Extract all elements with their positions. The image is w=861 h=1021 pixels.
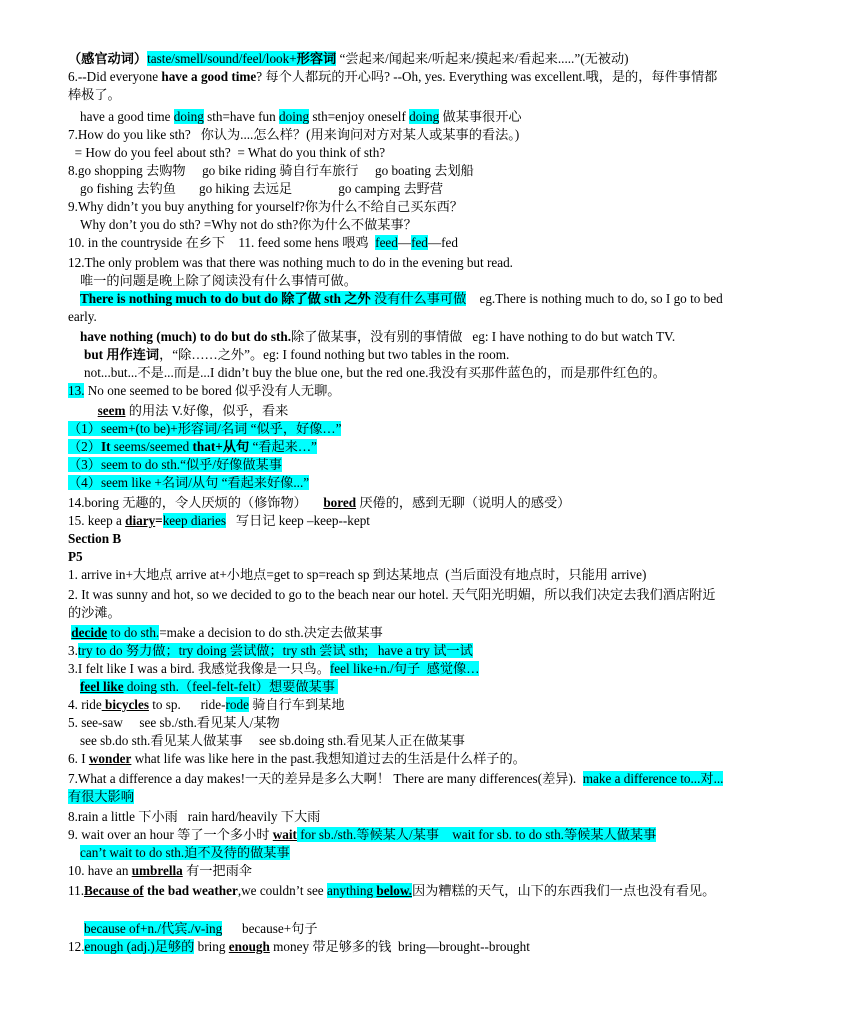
text-line bbox=[68, 126, 519, 144]
text-line bbox=[68, 566, 646, 584]
highlighted-text: decide bbox=[71, 625, 108, 640]
text-segment: not...but...不是...而是...I didn’t buy the blue one, but the red one.我没有买那件蓝色的，而是那件红色的。 bbox=[84, 365, 666, 380]
text-segment: 有一把雨伞 bbox=[182, 863, 252, 878]
text-segment: （感官动词） bbox=[68, 51, 148, 66]
text-segment: 除了做某事，没有别的事情做 eg: I have nothing to do but watch TV. bbox=[291, 329, 676, 344]
highlighted-text: （2） bbox=[68, 439, 101, 454]
text-segment: enough bbox=[228, 939, 270, 954]
text-segment: 9. wait over an hour 等了一个多小时 bbox=[68, 827, 273, 842]
text-line bbox=[68, 402, 288, 420]
text-segment: 骑自行车到某地 bbox=[248, 697, 345, 712]
highlighted-text: seems/seemed bbox=[110, 439, 193, 454]
text-line bbox=[68, 50, 629, 68]
highlighted-text: keep diaries bbox=[162, 513, 227, 528]
text-segment: “尝起来/闻起来/听起来/摸起来/看起来.....”(无被动) bbox=[336, 51, 629, 66]
text-segment: but 用作连词 bbox=[84, 347, 160, 362]
text-line bbox=[68, 548, 83, 566]
text-segment: 写日记 keep –keep--kept bbox=[226, 513, 370, 528]
text-line bbox=[68, 382, 341, 400]
highlighted-text: enough (adj.)足够的 bbox=[84, 939, 195, 954]
text-segment: 6.--Did everyone bbox=[68, 69, 162, 84]
text-line bbox=[80, 180, 443, 198]
text-segment: 6. I bbox=[68, 751, 89, 766]
text-segment: 厌倦的，感到无聊（说明人的感受） bbox=[356, 495, 571, 510]
text-line bbox=[68, 938, 530, 956]
highlighted-text: try to do 努力做；try doing 尝试做；try sth 尝试 sth; have a try 试一试 bbox=[77, 643, 473, 658]
text-segment: 的沙滩。 bbox=[68, 605, 121, 620]
text-segment: 因为糟糕的天气，山下的东西我们一点也没有看见。 bbox=[411, 883, 716, 898]
text-segment: = How do you feel about sth? = What do you think of sth? bbox=[68, 145, 386, 160]
text-segment: wonder bbox=[88, 751, 132, 766]
text-segment: = bbox=[155, 513, 163, 528]
text-segment: wait bbox=[272, 827, 297, 842]
text-segment: have a good time bbox=[161, 69, 257, 84]
text-segment: — bbox=[397, 235, 412, 250]
text-line bbox=[68, 512, 370, 530]
text-segment: early. bbox=[68, 309, 97, 324]
text-line bbox=[80, 844, 290, 862]
text-segment bbox=[68, 403, 98, 418]
text-line bbox=[68, 198, 463, 216]
text-segment: 8.rain a little 下小雨 rain hard/heavily 下大雨 bbox=[68, 809, 321, 824]
text-segment: Why don’t you do sth? =Why not do sth?你为什么不做某事？ bbox=[80, 217, 417, 232]
highlighted-text: （3）seem to do sth.“似乎/好像做某事 bbox=[68, 457, 282, 472]
highlighted-text: rode bbox=[225, 697, 249, 712]
text-segment: 12.The only problem was that there was nothing much to do in the evening but read. bbox=[68, 255, 513, 270]
text-line bbox=[80, 216, 417, 234]
text-line bbox=[68, 530, 121, 548]
text-line bbox=[68, 438, 317, 456]
text-segment: diary bbox=[125, 513, 156, 528]
text-line bbox=[68, 770, 723, 788]
text-segment: 8.go shopping 去购物 go bike riding 骑自行车旅行 go boating 去划船 bbox=[68, 163, 474, 178]
text-line bbox=[84, 364, 666, 382]
text-segment: P5 bbox=[68, 549, 83, 564]
highlighted-text: below. bbox=[376, 883, 412, 898]
text-segment: 12. bbox=[68, 939, 85, 954]
text-segment: go fishing 去钓鱼 go hiking 去远足 go camping 去野营 bbox=[80, 181, 444, 196]
text-line bbox=[68, 642, 473, 660]
highlighted-text: make a difference to...对... bbox=[582, 771, 724, 786]
text-segment: money 带足够多的钱 bring—brought--brought bbox=[269, 939, 530, 954]
highlighted-text: that+从句 bbox=[192, 439, 250, 454]
text-segment: —fed bbox=[427, 235, 458, 250]
highlighted-text: to do sth. bbox=[107, 625, 160, 640]
text-line bbox=[68, 660, 479, 678]
text-segment: No one seemed to be bored 似乎没有人无聊。 bbox=[84, 383, 341, 398]
text-line bbox=[84, 346, 509, 364]
text-line bbox=[80, 678, 338, 696]
text-segment: 棒极了。 bbox=[68, 87, 121, 102]
highlighted-text: anything bbox=[326, 883, 377, 898]
text-line bbox=[80, 272, 357, 290]
highlighted-text: fed bbox=[411, 235, 428, 250]
text-segment: ，“除……之外”。eg: I found nothing but two tables in the room. bbox=[159, 347, 510, 362]
text-line bbox=[68, 696, 345, 714]
text-line bbox=[68, 750, 526, 768]
text-segment: 4. ride bbox=[68, 697, 102, 712]
highlighted-text: 形容词 bbox=[296, 51, 337, 66]
text-segment: sth=have fun bbox=[203, 109, 279, 124]
text-segment: 9.Why didn’t you buy anything for yourself?你为什么不给自己买东西？ bbox=[68, 199, 463, 214]
highlighted-text: doing bbox=[409, 109, 440, 124]
text-line bbox=[68, 162, 474, 180]
text-segment: have nothing (much) to do but do sth. bbox=[80, 329, 292, 344]
text-line bbox=[68, 808, 320, 826]
text-line bbox=[68, 826, 656, 844]
text-line bbox=[80, 328, 675, 346]
text-segment: 14.boring 无趣的，令人厌烦的（修饰物） bbox=[68, 495, 324, 510]
text-segment: sth=enjoy oneself bbox=[309, 109, 410, 124]
text-segment: bring bbox=[194, 939, 229, 954]
text-line bbox=[68, 862, 252, 880]
highlighted-text: because of+n./代宾./v-ing bbox=[84, 921, 223, 936]
highlighted-text: 没有什么事可做 bbox=[370, 291, 467, 306]
text-segment: 7.What a difference a day makes!一天的差异是多么大啊！ There are many differences(差异). bbox=[68, 771, 583, 786]
text-line bbox=[68, 234, 458, 252]
text-segment: eg.There is nothing much to do, so I go to bed bbox=[466, 291, 723, 306]
highlighted-text: （4）seem like +名词/从句 “看起来好像...” bbox=[68, 475, 310, 490]
text-line bbox=[68, 882, 715, 900]
text-line bbox=[68, 144, 385, 162]
text-segment: umbrella bbox=[131, 863, 183, 878]
text-segment: 11. bbox=[68, 883, 84, 898]
highlighted-text: It bbox=[100, 439, 111, 454]
text-segment: =make a decision to do sth.决定去做某事 bbox=[159, 625, 383, 640]
text-segment: 7.How do you like sth? 你认为....怎么样？(用来询问对方对某人或某事的看法。) bbox=[68, 127, 520, 142]
highlighted-text: can’t wait to do sth.迫不及待的做某事 bbox=[80, 845, 290, 860]
text-segment: 1. arrive in+大地点 arrive at+小地点=get to sp=reach sp 到达某地点 (当后面没有地点时，只能用 arrive) bbox=[68, 567, 647, 582]
text-segment: ,we couldn’t see bbox=[237, 883, 327, 898]
highlighted-text: 13. bbox=[68, 383, 85, 398]
text-segment: to sp. ride- bbox=[148, 697, 226, 712]
text-line bbox=[84, 920, 318, 938]
highlighted-text: taste/smell/sound/feel/look+ bbox=[147, 51, 297, 66]
text-line bbox=[68, 494, 570, 512]
text-segment: 10. in the countryside 在乡下 11. feed some hens 喂鸡 bbox=[68, 235, 376, 250]
text-segment: 15. keep a bbox=[68, 513, 126, 528]
text-line bbox=[68, 788, 134, 806]
highlighted-text: “看起来…” bbox=[249, 439, 317, 454]
text-segment: 2. It was sunny and hot, so we decided to go to the beach near our hotel. 天气阳光明媚，所以我们决定去我们酒店附近 bbox=[68, 587, 716, 602]
highlighted-text: 有很大影响 bbox=[68, 789, 134, 804]
text-line bbox=[68, 420, 341, 438]
text-segment: 10. have an bbox=[68, 863, 132, 878]
text-segment: bored bbox=[323, 495, 357, 510]
highlighted-text: doing bbox=[173, 109, 204, 124]
text-segment: the bad weather bbox=[143, 883, 238, 898]
text-line bbox=[80, 290, 723, 308]
text-segment: 3.I felt like I was a bird. 我感觉我像是一只鸟。 bbox=[68, 661, 330, 676]
text-segment: see sb.do sth.看见某人做某事 see sb.doing sth.看见某人正在做某事 bbox=[80, 733, 465, 748]
text-line bbox=[68, 308, 97, 326]
text-segment: 唯一的问题是晚上除了阅读没有什么事情可做。 bbox=[80, 273, 357, 288]
text-segment: what life was like here in the past.我想知道过去的生活是什么样子的。 bbox=[131, 751, 526, 766]
text-segment: have a good time bbox=[80, 109, 174, 124]
text-line bbox=[80, 732, 465, 750]
text-line bbox=[68, 604, 121, 622]
text-line bbox=[68, 456, 282, 474]
text-segment: ? 每个人都玩的开心吗? --Oh, yes. Everything was excellent.哦，是的，每件事情都 bbox=[256, 69, 718, 84]
text-line bbox=[68, 254, 513, 272]
highlighted-text: feel like+n./句子 感觉像… bbox=[329, 661, 480, 676]
text-segment: Because of bbox=[84, 883, 144, 898]
text-segment: Section B bbox=[68, 531, 122, 546]
highlighted-text: feed bbox=[375, 235, 398, 250]
text-segment: 的用法 V.好像，似乎，看来 bbox=[125, 403, 289, 418]
text-line bbox=[68, 474, 309, 492]
highlighted-text: doing bbox=[279, 109, 310, 124]
highlighted-text: feel like bbox=[80, 679, 124, 694]
highlighted-text: doing sth.（feel-felt-felt）想要做某事 bbox=[123, 679, 339, 694]
text-line bbox=[68, 624, 383, 642]
text-line bbox=[80, 108, 522, 126]
text-line bbox=[68, 86, 121, 104]
text-segment: 3. bbox=[68, 643, 78, 658]
text-line bbox=[68, 714, 280, 732]
text-segment: 5. see-saw see sb./sth.看见某人/某物 bbox=[68, 715, 280, 730]
highlighted-text: （1）seem+(to be)+形容词/名词 “似乎，好像…” bbox=[68, 421, 342, 436]
text-line bbox=[68, 68, 717, 86]
text-segment: seem bbox=[97, 403, 126, 418]
text-segment: bicycles bbox=[101, 697, 149, 712]
highlighted-text: There is nothing much to do but do 除了做 sth 之外 bbox=[80, 291, 371, 306]
highlighted-text: for sb./sth.等候某人/某事 wait for sb. to do sth.等候某人做某事 bbox=[296, 827, 657, 842]
text-segment: because+句子 bbox=[222, 921, 318, 936]
text-segment: 做某事很开心 bbox=[439, 109, 522, 124]
text-line bbox=[68, 586, 716, 604]
